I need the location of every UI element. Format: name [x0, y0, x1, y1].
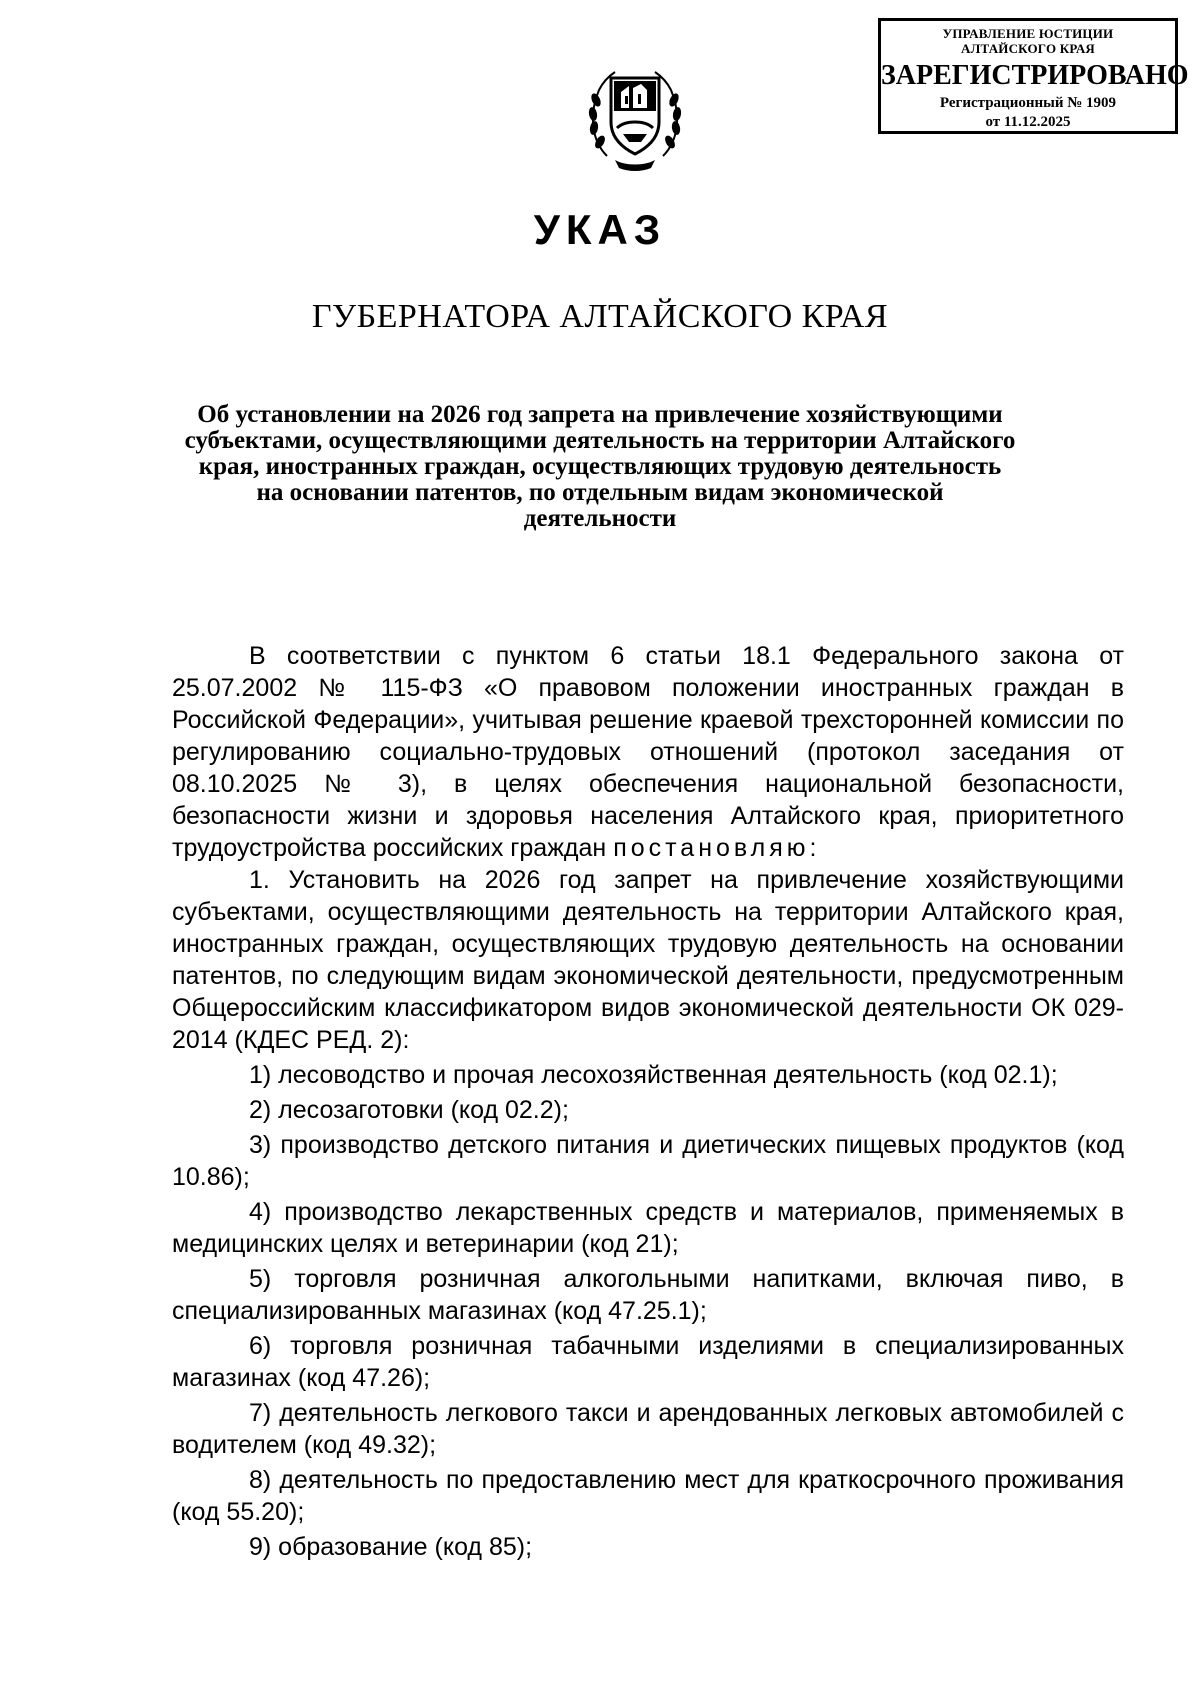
- subject-line: Об установлении на 2026 год запрета на привлечение хозяйствующими: [197, 401, 1003, 428]
- preamble-paragraph: [172, 640, 1124, 864]
- stamp-org-line2: АЛТАЙСКОГО КРАЯ: [961, 41, 1095, 56]
- stamp-reg-number: Регистрационный № 1909: [939, 95, 1117, 111]
- list-item: 2) лесозаготовки (код 02.2);: [249, 1096, 569, 1124]
- list-item: 3) производство детского питания и диетических пищевых продуктов (код 10.86);: [172, 1131, 1124, 1191]
- stamp-status: ЗАРЕГИСТРИРОВАНО: [881, 60, 1189, 91]
- stamp-reg-date: от 11.12.2025: [985, 114, 1071, 130]
- list-item: 7) деятельность легкового такси и арендованных легковых автомобилей с водителем (код 49.32);: [172, 1399, 1124, 1459]
- list-item: 8) деятельность по предоставлению мест для краткосрочного проживания (код 55.20);: [172, 1466, 1124, 1526]
- activity-list: [172, 1059, 1124, 1563]
- subject-line: края, иностранных граждан, осуществляющих трудовую деятельность: [198, 453, 1002, 480]
- stamp-org-line1: УПРАВЛЕНИЕ ЮСТИЦИИ: [942, 26, 1114, 41]
- list-item: 5) торговля розничная алкогольными напитками, включая пиво, в специализированных магазинах (код 47.25.1);: [172, 1265, 1124, 1325]
- resolve-word: постановляю:: [613, 834, 821, 862]
- clause-1: 1. Установить на 2026 год запрет на привлечение хозяйствующими субъектами, осуществляющими деятельность на территории Алтайского края, иностранных граждан, осуществляющих трудовую деятельность на основании патентов, по следующим видам экономической деятельности, предусмотренным Общероссийским классификатором видов экономической деятельности ОК 029-2014 (КДЕС РЕД. 2):: [172, 866, 1124, 1054]
- list-item: 1) лесоводство и прочая лесохозяйственная деятельность (код 02.1);: [249, 1061, 1058, 1089]
- subject-line: на основании патентов, по отдельным видам экономической: [256, 479, 944, 506]
- document-issuer: ГУБЕРНАТОРА АЛТАЙСКОГО КРАЯ: [311, 298, 889, 335]
- subject-line: субъектами, осуществляющими деятельность на территории Алтайского: [184, 427, 1016, 454]
- subject-line: деятельности: [523, 505, 677, 532]
- preamble-text: В соответствии с пунктом 6 статьи 18.1 Федерального закона от 25.07.2002 № 115-ФЗ «О правовом положении иностранных граждан в Российской Федерации», учитывая решение краевой трехсторонней комиссии по регулированию социально-трудовых отношений (протокол заседания от 08.10.2025 № 3), в целях обеспечения национальной безопасности, безопасности жизни и здоровья населения Алтайского края, приоритетного трудоустройства российских граждан: [172, 642, 1124, 862]
- document-body: [172, 640, 1124, 1563]
- registration-stamp: [878, 18, 1189, 134]
- list-item: 6) торговля розничная табачными изделиями в специализированных магазинах (код 47.26);: [172, 1332, 1124, 1392]
- coat-of-arms-icon: [585, 56, 685, 176]
- document-subject: [180, 402, 1020, 532]
- list-item: 4) производство лекарственных средств и материалов, применяемых в медицинских целях и ветеринарии (код 21);: [172, 1198, 1124, 1258]
- list-item: 9) образование (код 85);: [249, 1533, 533, 1561]
- document-type: УКАЗ: [533, 206, 667, 253]
